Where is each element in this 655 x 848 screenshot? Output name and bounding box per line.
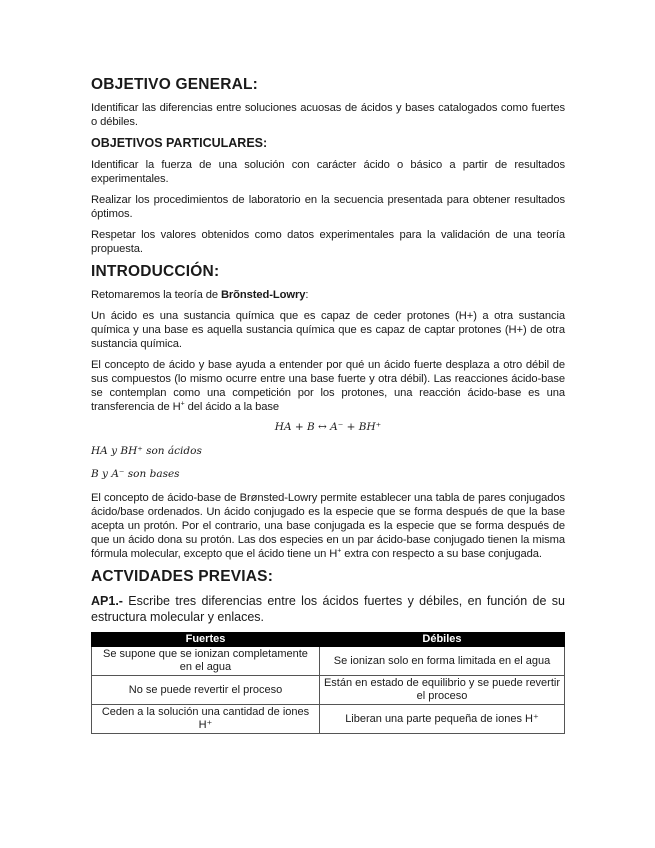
- strong-weak-acids-table: [91, 632, 565, 734]
- conjugate-text: El concepto de ácido-base de Brønsted-Lowry permite establecer una tabla de pares conjugados ácido/base ordenados. Un ácido conjugado es la especie que se forma después de que la base acepta un protón. Por el contrario, una base conjugada es la especie que se forma después de que un ácido dona su protón. Las dos especies en un par ácido-base conjugado tienen la misma fórmula molecular, excepto que el ácido tiene un H: [91, 492, 565, 560]
- table-cell: Se ionizan solo en forma limitada en el agua: [319, 647, 564, 676]
- acid-definition-paragraph: Un ácido es una sustancia química que es capaz de ceder protones (H+) a otra sustancia química y una base es aquella sustancia química que es capaz de captar protones (H+) de otra sustancia química.: [91, 310, 565, 350]
- table-cell: Liberan una parte pequeña de iones H⁺: [319, 705, 564, 734]
- retomaremos-prefix: Retomaremos la teoría de: [91, 289, 221, 301]
- acid-base-concept-paragraph: [91, 358, 565, 414]
- concept-sup: +: [180, 400, 185, 408]
- ap1-text: Escribe tres diferencias entre los ácidos fuertes y débiles, en función de su estructura molecular y enlaces.: [91, 594, 565, 624]
- header-debiles: Débiles: [319, 633, 564, 647]
- table-cell: Están en estado de equilibrio y se puede revertir el proceso: [319, 676, 564, 705]
- reaction-equation: HA + B ↔ A⁻ + BH⁺: [274, 421, 382, 433]
- concept-end: del ácido a la base: [184, 401, 280, 413]
- conjugate-pairs-paragraph: [91, 491, 565, 561]
- actividades-heading: ACTVIDADES PREVIAS:: [91, 568, 274, 585]
- bases-line: B y A⁻ son bases: [91, 468, 180, 480]
- objetivos-particulares-heading: OBJETIVOS PARTICULARES:: [91, 136, 268, 150]
- ap1-question: [91, 593, 565, 625]
- header-fuertes: Fuertes: [92, 633, 320, 647]
- retomaremos-suffix: :: [305, 289, 309, 301]
- conjugate-end: extra con respecto a su base conjugada.: [341, 548, 542, 560]
- objetivo-general-heading: OBJETIVO GENERAL:: [91, 76, 259, 93]
- retomaremos-line: [91, 288, 565, 302]
- objetivo-particular-2: Realizar los procedimientos de laboratorio en la secuencia presentada para obtener resultados óptimos.: [91, 194, 565, 220]
- ap1-label: AP1.-: [91, 594, 123, 608]
- objetivo-particular-3: Respetar los valores obtenidos como datos experimentales para la validación de una teoría propuesta.: [91, 229, 565, 255]
- table-cell: Ceden a la solución una cantidad de iones H⁺: [92, 705, 320, 734]
- acids-line: HA y BH⁺ son ácidos: [91, 445, 202, 457]
- table-row: [92, 705, 565, 734]
- objetivo-particular-1: Identificar la fuerza de una solución con carácter ácido o básico a partir de resultados experimentales.: [91, 159, 565, 185]
- table-cell: Se supone que se ionizan completamente en el agua: [92, 647, 320, 676]
- introduccion-heading: INTRODUCCIÓN:: [91, 263, 220, 280]
- table-header-row: [92, 633, 565, 647]
- table-row: [92, 676, 565, 705]
- bronsted-lowry-term: Brõnsted-Lowry: [220, 289, 306, 301]
- table-cell: No se puede revertir el proceso: [92, 676, 320, 705]
- concept-text: El concepto de ácido y base ayuda a entender por qué un ácido fuerte desplaza a otro débil de sus compuestos (lo mismo ocurre entre una base fuerte y otra débil). Las reacciones ácido-base se contemplan como una competición por los protones, una reacción ácido-base es una transferencia de H: [91, 359, 565, 413]
- table-row: [92, 647, 565, 676]
- conjugate-sup: +: [337, 547, 342, 555]
- objetivo-general-text: Identificar las diferencias entre soluciones acuosas de ácidos y bases catalogados como fuertes o débiles.: [91, 102, 565, 128]
